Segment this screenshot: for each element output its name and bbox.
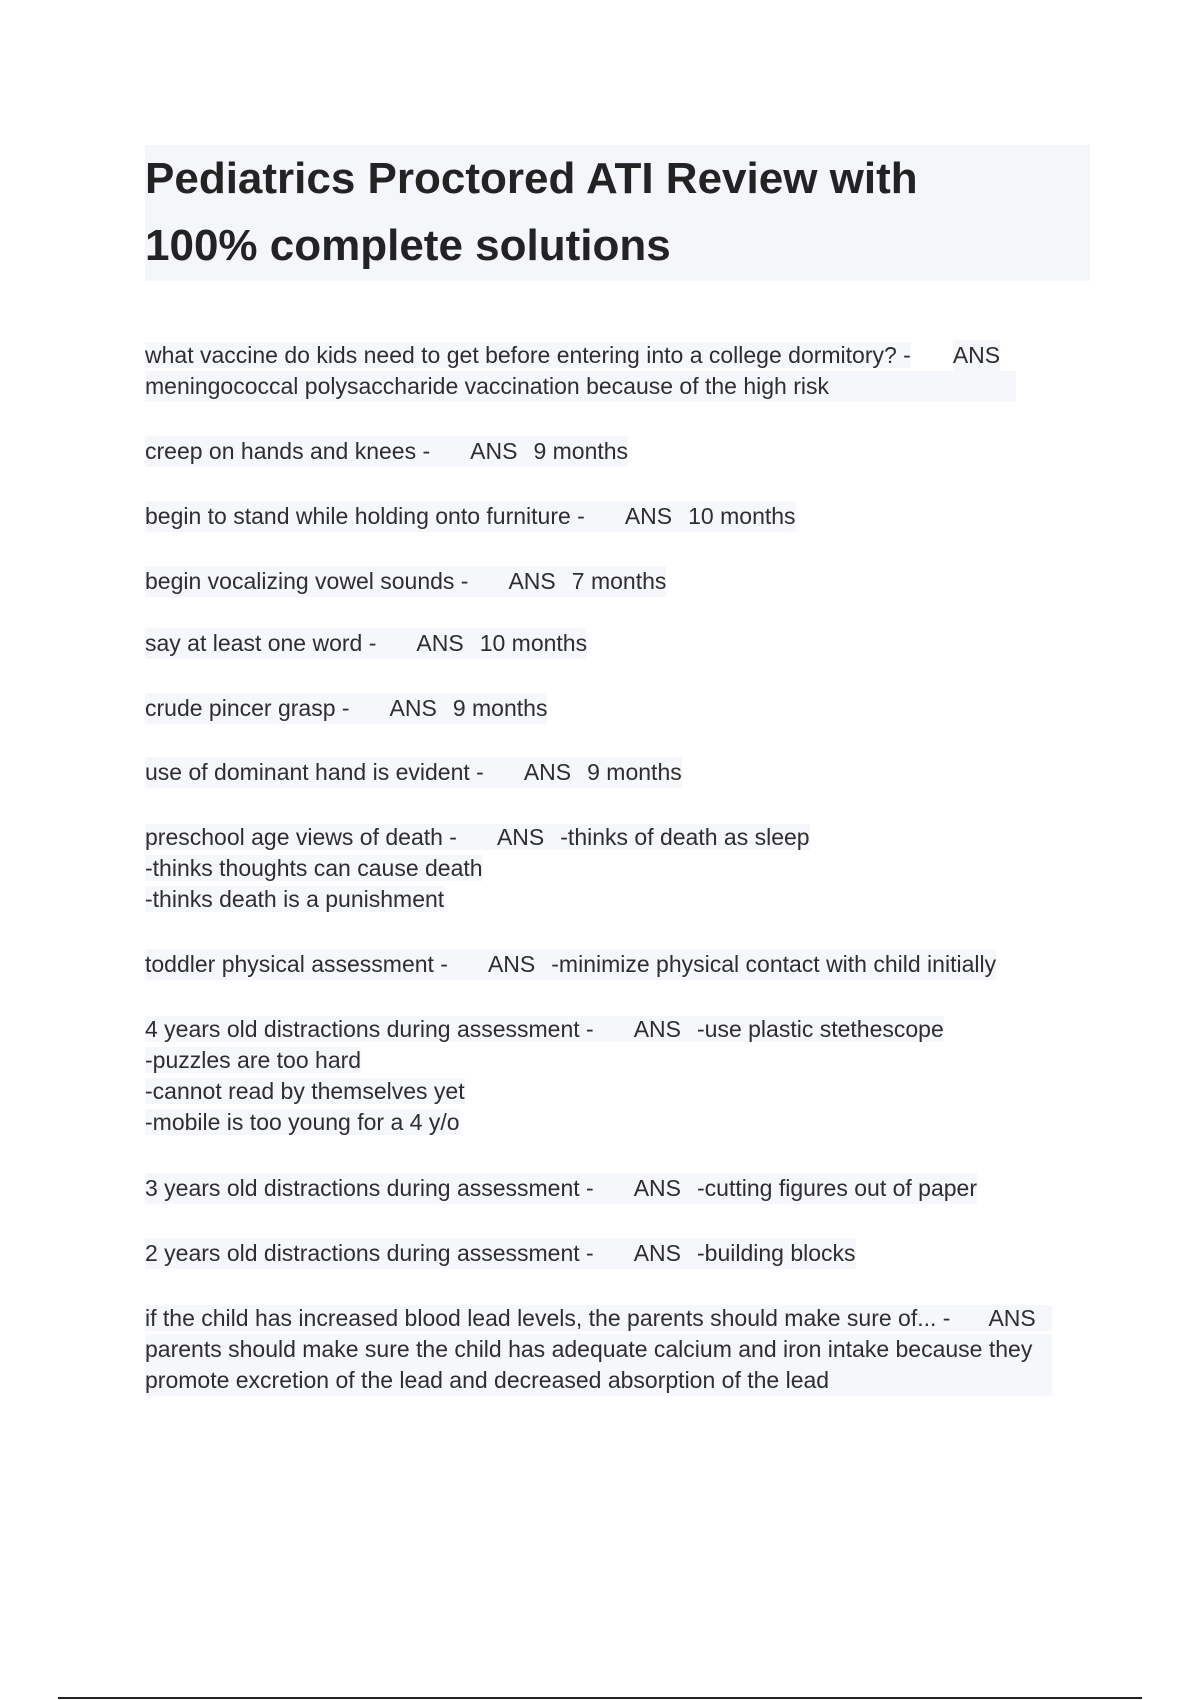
answer-text: 9 months (533, 438, 629, 464)
ans-label: ANS (633, 1175, 681, 1201)
question-text: preschool age views of death - (145, 824, 457, 850)
qa-item-word (145, 628, 587, 659)
answer-text: 10 months (688, 503, 796, 529)
question-text: 4 years old distractions during assessment - (145, 1016, 594, 1042)
qa-item-4-years (145, 1014, 944, 1138)
qa-item-death-views (145, 822, 810, 915)
ans-label: ANS (470, 438, 518, 464)
question-text: crude pincer grasp - (145, 695, 350, 721)
answer-text: -cutting figures out of paper (697, 1175, 977, 1201)
ans-label: ANS (953, 340, 1000, 371)
title-line-2: 100% complete solutions (145, 221, 671, 270)
ans-label: ANS (508, 568, 556, 594)
ans-label: ANS (389, 695, 437, 721)
ans-label: ANS (523, 759, 572, 785)
answer-text: -puzzles are too hard (145, 1047, 362, 1073)
qa-item-vaccine (145, 340, 1016, 402)
ans-label: ANS (624, 503, 673, 529)
ans-label: ANS (416, 630, 464, 656)
question-text: say at least one word - (145, 630, 377, 656)
answer-text: 9 months (587, 759, 682, 785)
ans-label: ANS (988, 1305, 1036, 1331)
answer-text: -mobile is too young for a 4 y/o (145, 1109, 460, 1135)
qa-item-toddler (145, 949, 996, 980)
qa-item-dominant-hand (145, 757, 682, 788)
page-title (145, 145, 918, 279)
answer-text: -thinks death is a punishment (145, 886, 445, 912)
question-text: begin to stand while holding onto furniture - (145, 503, 585, 529)
question-text: 3 years old distractions during assessment - (145, 1175, 594, 1201)
qa-item-3-years (145, 1173, 977, 1204)
answer-text: -cannot read by themselves yet (145, 1078, 465, 1104)
question-text: use of dominant hand is evident - (145, 759, 484, 785)
answer-text: 10 months (479, 630, 588, 656)
question-text: if the child has increased blood lead levels, the parents should make sure of... - (145, 1305, 951, 1331)
answer-text: -thinks thoughts can cause death (145, 855, 483, 881)
question-text: what vaccine do kids need to get before entering into a college dormitory? - (145, 342, 911, 368)
answer-text: -use plastic stethescope (697, 1016, 944, 1042)
answer-text: 7 months (571, 568, 667, 594)
answer-text: promote excretion of the lead and decreased absorption of the lead (145, 1365, 1052, 1396)
footer-divider (58, 1697, 1142, 1699)
qa-item-lead-levels (145, 1303, 1052, 1396)
title-line-1: Pediatrics Proctored ATI Review with (145, 154, 918, 203)
answer-text: -minimize physical contact with child initially (551, 951, 997, 977)
ans-label: ANS (633, 1016, 681, 1042)
qa-item-pincer (145, 693, 547, 724)
answer-text: -building blocks (697, 1240, 856, 1266)
answer-text: 9 months (452, 695, 548, 721)
answer-text: -thinks of death as sleep (560, 824, 810, 850)
qa-item-stand (145, 501, 796, 532)
ans-label: ANS (633, 1240, 681, 1266)
title-block (145, 145, 1090, 281)
ans-label: ANS (487, 951, 536, 977)
ans-label: ANS (496, 824, 545, 850)
answer-text: parents should make sure the child has adequate calcium and iron intake because they (145, 1334, 1052, 1365)
question-text: begin vocalizing vowel sounds - (145, 568, 469, 594)
qa-item-creep (145, 436, 628, 467)
question-text: toddler physical assessment - (145, 951, 448, 977)
qa-item-vowel (145, 566, 666, 597)
answer-text: meningococcal polysaccharide vaccination because of the high risk (145, 371, 1016, 402)
question-text: 2 years old distractions during assessment - (145, 1240, 594, 1266)
qa-item-2-years (145, 1238, 856, 1269)
question-text: creep on hands and knees - (145, 438, 431, 464)
